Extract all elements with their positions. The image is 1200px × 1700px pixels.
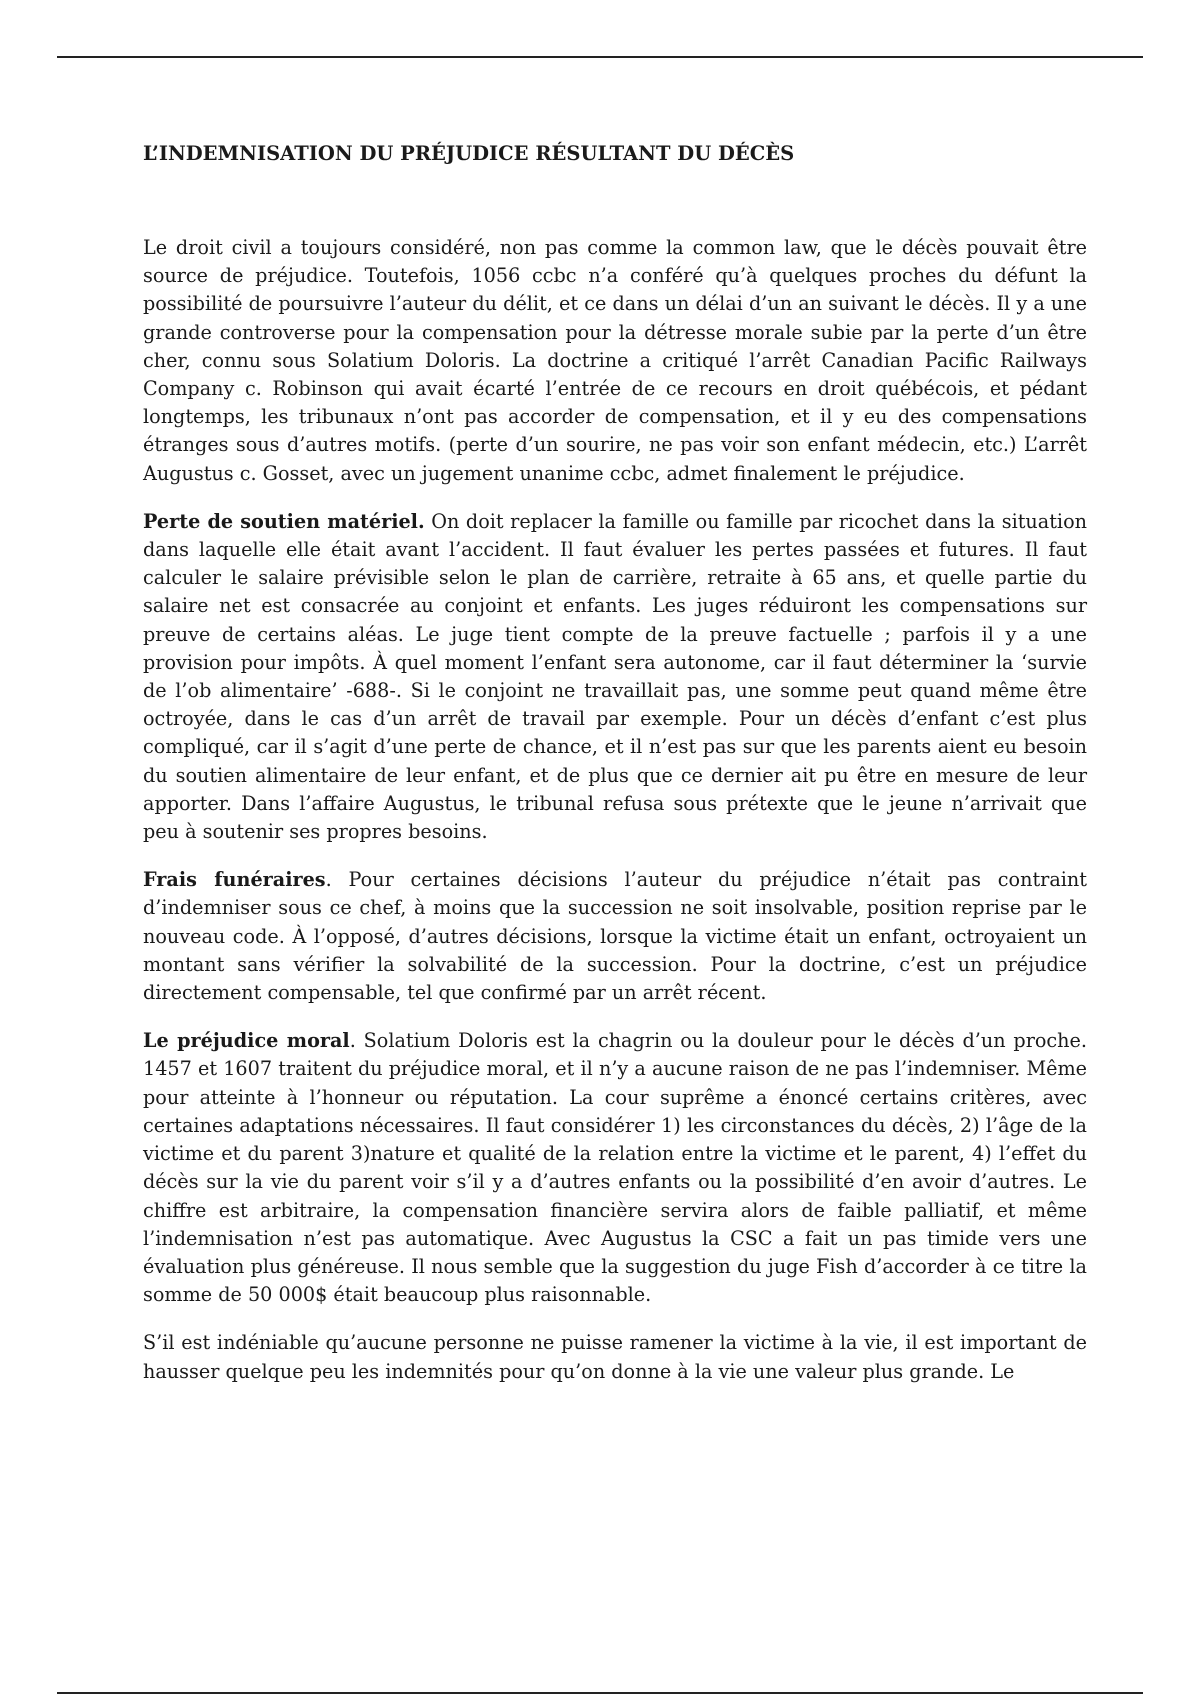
paragraph-heading: Le préjudice moral: [143, 1029, 350, 1053]
paragraph-heading: Perte de soutien matériel.: [143, 509, 425, 533]
page-content: [143, 140, 1087, 1406]
paragraph-text: . Pour certaines décisions l’auteur du préjudice n’était pas contraint d’indemniser sous ce chef, à moins que la succession ne soit insolvable, position reprise par le nouveau code. À l’opposé, d’autres décisions, lorsque la victime était un enfant, octroyaient un montant sans vérifier la solvabilité de la succession. Pour la doctrine, c’est un préjudice directement compensable, tel que confirmé par un arrêt récent.: [143, 868, 1087, 1005]
top-rule: [57, 56, 1143, 58]
paragraph-conclusion: [143, 1329, 1087, 1385]
paragraph-text: Le droit civil a toujours considéré, non pas comme la common law, que le décès pouvait être source de préjudice. Toutefois, 1056 ccbc n’a conféré qu’à quelques proches du défunt la possibilité de poursuivre l’auteur du délit, et ce dans un délai d’un an suivant le décès. Il y a une grande controverse pour la compensation pour la détresse morale subie par la perte d’un être cher, connu sous Solatium Doloris. La doctrine a critiqué l’arrêt Canadian Pacific Railways Company c. Robinson qui avait écarté l’entrée de ce recours en droit québécois, et pédant longtemps, les tribunaux n’ont pas accorder de compensation, et il y eu des compensations étranges sous d’autres motifs. (perte d’un sourire, ne pas voir son enfant médecin, etc.) L’arrêt Augustus c. Gosset, avec un jugement unanime ccbc, admet finalement le préjudice.: [143, 236, 1087, 485]
paragraph-intro: [143, 234, 1087, 488]
paragraph-heading: Frais funéraires: [143, 868, 326, 892]
paragraph-text: . Solatium Doloris est la chagrin ou la douleur pour le décès d’un proche. 1457 et 1607 traitent du préjudice moral, et il n’y a aucune raison de ne pas l’indemniser. Même pour atteinte à l’honneur ou réputation. La cour suprême a énoncé certains critères, avec certaines adaptations nécessaires. Il faut considérer 1) les circonstances du décès, 2) l’âge de la victime et du parent 3)nature et qualité de la relation entre la victime et le parent, 4) l’effet du décès sur la vie du parent voir s’il y a d’autres enfants ou la possibilité d’en avoir d’autres. Le chiffre est arbitraire, la compensation financière servira alors de faible palliatif, et même l’indemnisation n’est pas automatique. Avec Augustus la CSC a fait un pas timide vers une évaluation plus généreuse. Il nous semble que la suggestion du juge Fish d’accorder à ce titre la somme de 50 000$ était beaucoup plus raisonnable.: [143, 1029, 1087, 1307]
paragraph-text: S’il est indéniable qu’aucune personne ne puisse ramener la victime à la vie, il est important de hausser quelque peu les indemnités pour qu’on donne à la vie une valeur plus grande. Le: [143, 1331, 1087, 1383]
bottom-rule: [57, 1692, 1143, 1694]
paragraph-text: On doit replacer la famille ou famille par ricochet dans la situation dans laquelle elle était avant l’accident. Il faut évaluer les pertes passées et futures. Il faut calculer le salaire prévisible selon le plan de carrière, retraite à 65 ans, et quelle partie du salaire net est consacrée au conjoint et enfants. Les juges réduiront les compensations sur preuve de certains aléas. Le juge tient compte de la preuve factuelle ; parfois il y a une provision pour impôts. À quel moment l’enfant sera autonome, car il faut déterminer la ‘survie de l’ob alimentaire’ -688-. Si le conjoint ne travaillait pas, une somme peut quand même être octroyée, dans le cas d’un arrêt de travail par exemple. Pour un décès d’enfant c’est plus compliqué, car il s’agit d’une perte de chance, et il n’est pas sur que les parents aient eu besoin du soutien alimentaire de leur enfant, et de plus que ce dernier ait pu être en mesure de leur apporter. Dans l’affaire Augustus, le tribunal refusa sous prétexte que le jeune n’arrivait que peu à soutenir ses propres besoins.: [143, 509, 1087, 844]
paragraph-frais-funeraires: [143, 866, 1087, 1007]
document-title: L’INDEMNISATION DU PRÉJUDICE RÉSULTANT DU DÉCÈS: [143, 142, 795, 165]
paragraph-prejudice-moral: [143, 1027, 1087, 1309]
paragraph-perte-soutien: [143, 508, 1087, 846]
